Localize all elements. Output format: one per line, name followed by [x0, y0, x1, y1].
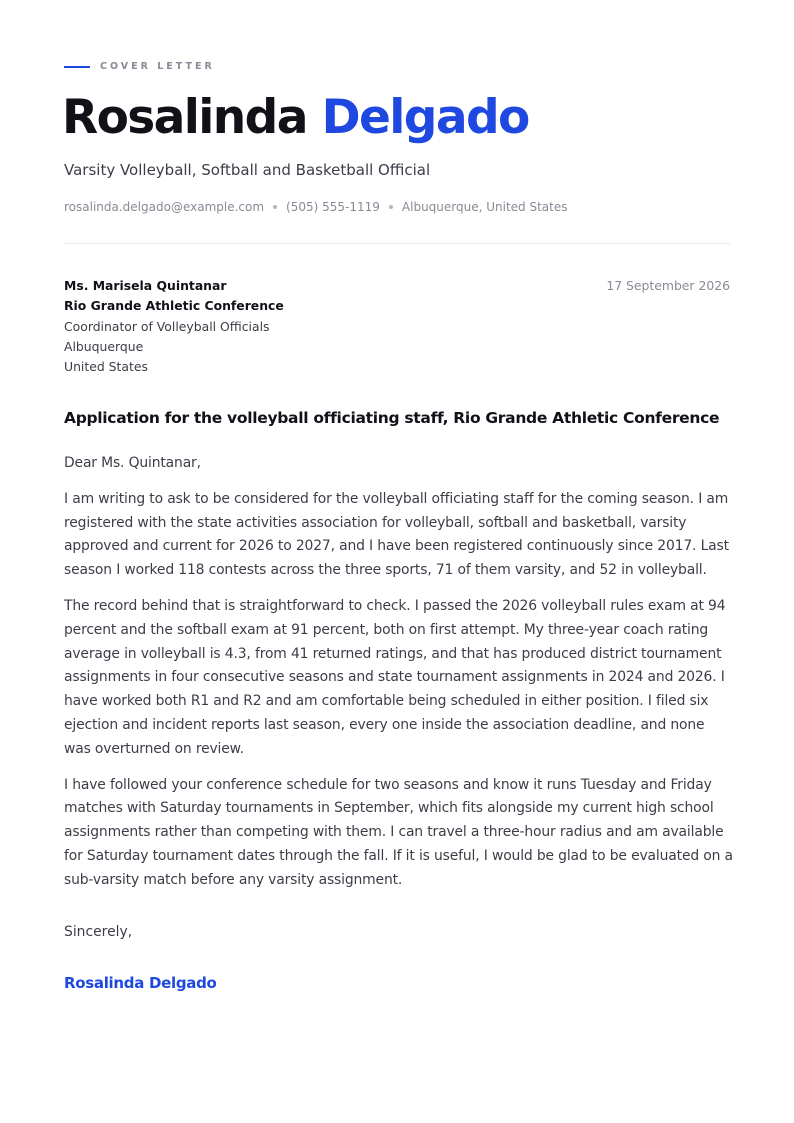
contact-line [64, 200, 568, 214]
eyebrow [64, 61, 215, 72]
contact-email: rosalinda.delgado@example.com [64, 200, 265, 214]
recipient-name: Ms. Marisela Quintanar [64, 278, 227, 293]
letter-subject: Application for the volleyball officiating staff, Rio Grande Athletic Conference [64, 409, 720, 427]
last-name: Delgado [321, 90, 529, 145]
recipient-organization: Rio Grande Athletic Conference [64, 298, 284, 314]
eyebrow-accent-line [64, 66, 90, 68]
separator-dot [389, 205, 393, 209]
applicant-name [62, 88, 529, 148]
body-paragraph: I am writing to ask to be considered for the volleyball officiating staff for the coming season. I am registered with the state activities association for volleyball, softball and basketball, varsity approved and current for 2026 to 2027, and I have been registered continuously since 2017. Last season I worked 118 contests across the three sports, 71 of them varsity, and 52 in volleyball. [64, 490, 729, 579]
body-paragraph: I have followed your conference schedule for two seasons and know it runs Tuesday and Friday matches with Saturday tournaments in September, which fits alongside my current high school assignments rather than competing with them. I can travel a three-hour radius and am available for Saturday tournament dates through the fall. If it is useful, I would be glad to be evaluated on a sub-varsity match before any varsity assignment. [64, 776, 733, 888]
signature-name: Rosalinda Delgado [64, 974, 217, 992]
first-name: Rosalinda [62, 90, 307, 145]
recipient-country: United States [64, 359, 148, 375]
closing: Sincerely, [64, 924, 133, 940]
contact-location: Albuquerque, United States [401, 200, 568, 214]
applicant-role: Varsity Volleyball, Softball and Basketball Official [64, 161, 431, 179]
recipient-block [64, 276, 284, 377]
header-divider [64, 243, 730, 244]
body-paragraph: The record behind that is straightforward to check. I passed the 2026 volleyball rules exam at 94 percent and the softball exam at 91 percent, both on first attempt. My three-year coach rating average in volleyball is 4.3, from 41 returned ratings, and that has produced district tournament assignments in four consecutive seasons and state tournament assignments in 2024 and 2026. I have worked both R1 and R2 and am comfortable being scheduled in either position. I filed six ejection and incident reports last season, every one inside the association deadline, and none was overturned on review. [64, 597, 726, 757]
letter-date: 17 September 2026 [606, 278, 730, 293]
recipient-city: Albuquerque [64, 338, 144, 354]
separator-dot [273, 205, 277, 209]
letter-body [64, 452, 734, 905]
contact-phone: (505) 555-1119 [286, 200, 380, 214]
recipient-title: Coordinator of Volleyball Officials [64, 318, 270, 334]
eyebrow-label: COVER LETTER [100, 61, 215, 72]
salutation: Dear Ms. Quintanar, [64, 455, 201, 471]
